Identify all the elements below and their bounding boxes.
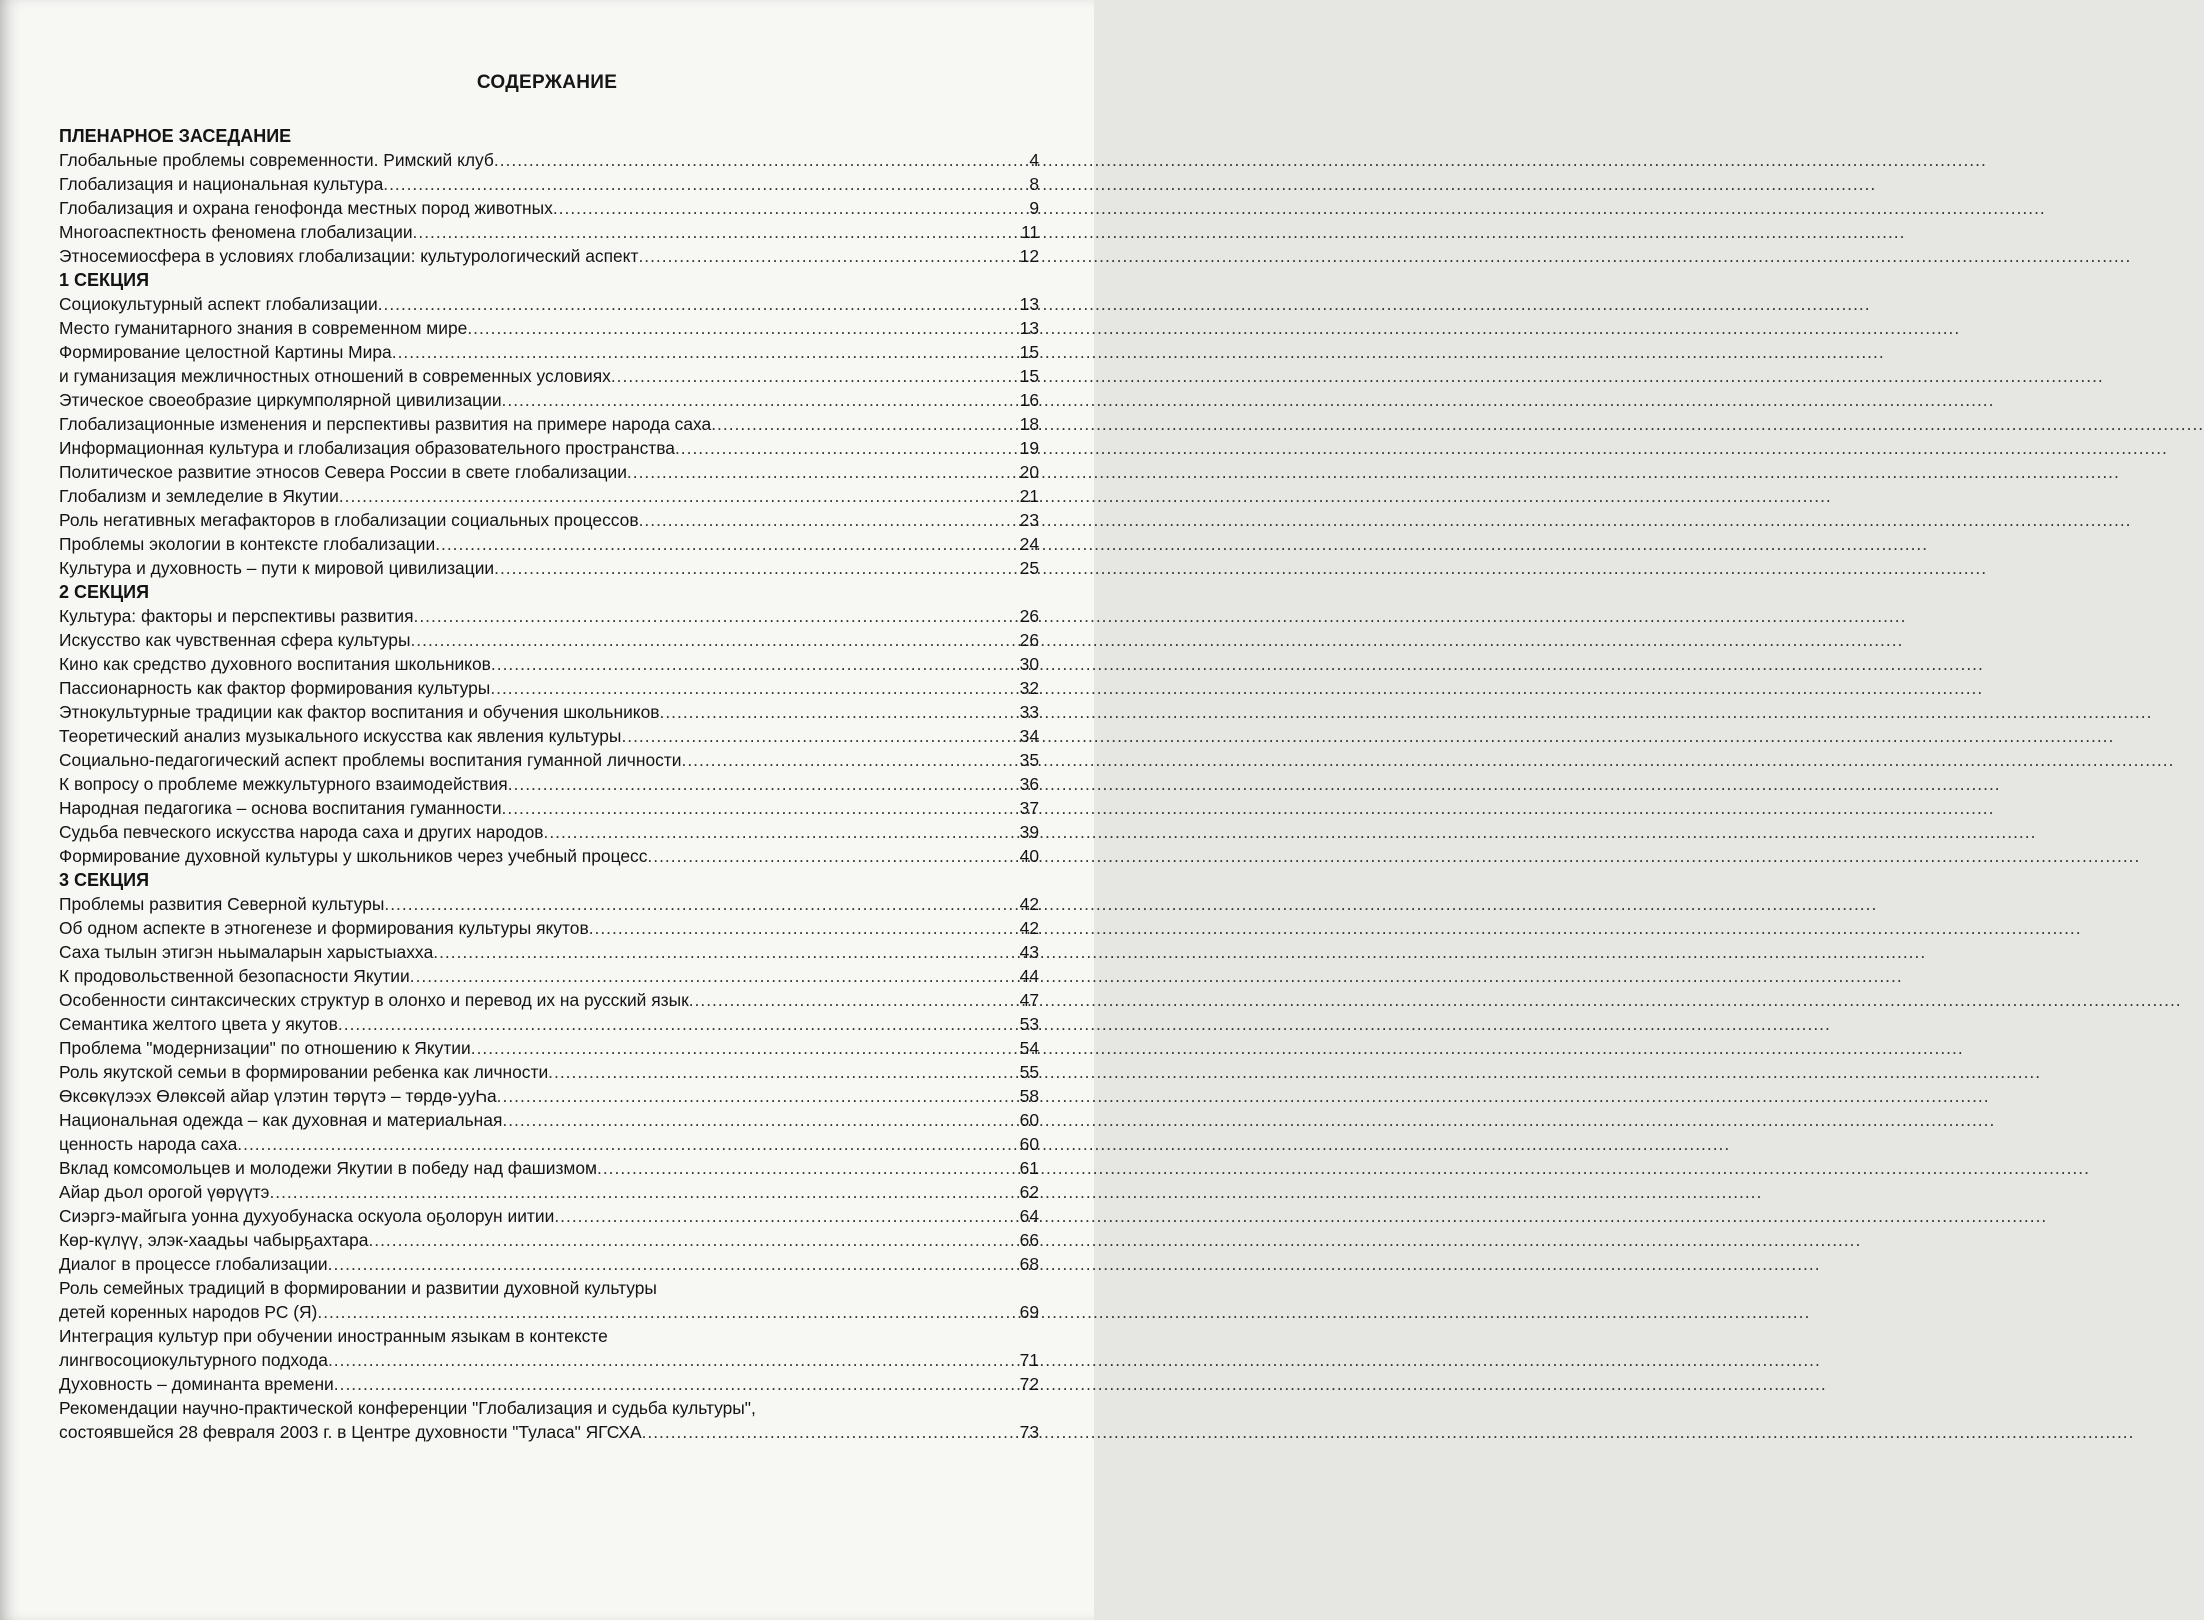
page-number: 64	[1019, 1206, 1039, 1226]
entry-title: Формирование духовной культуры у школьников через учебный процесс	[59, 846, 648, 866]
toc-entry	[59, 1156, 1039, 1180]
dot-leader	[471, 1036, 1018, 1060]
entry-title: Судьба певческого искусства народа саха и других народов	[59, 822, 544, 842]
dot-leader	[392, 340, 1018, 364]
page-number: 71	[1019, 1350, 1039, 1370]
entry-title: Народная педагогика – основа воспитания гуманности	[59, 798, 502, 818]
toc-entry	[59, 988, 1039, 1012]
page-number: 39	[1019, 822, 1039, 842]
toc-entry	[59, 364, 1039, 388]
section-heading: 1 СЕКЦИЯ	[59, 270, 150, 290]
page-number: 33	[1019, 702, 1039, 722]
entry-title-line2: состоявшейся 28 февраля 2003 г. в Центре духовности "Туласа" ЯГСХА	[59, 1422, 642, 1442]
page-number: 21	[1019, 486, 1039, 506]
page-number: 30	[1019, 654, 1039, 674]
toc-entry	[59, 628, 1039, 652]
toc-entry	[59, 436, 1039, 460]
entry-title: Айар дьол орогой үөрүүтэ	[59, 1182, 270, 1202]
page-number: 13	[1019, 294, 1039, 314]
toc-entry	[59, 844, 1039, 868]
dot-leader	[597, 1156, 1018, 1180]
dot-leader	[410, 628, 1017, 652]
dot-leader	[328, 1252, 1018, 1276]
toc-entry	[59, 652, 1039, 676]
page-number: 47	[1019, 990, 1039, 1010]
page-number: 40	[1019, 846, 1039, 866]
dot-leader	[660, 700, 1018, 724]
toc-entry	[59, 508, 1039, 532]
toc-entry	[59, 244, 1039, 268]
entry-title: Роль негативных мегафакторов в глобализации социальных процессов	[59, 510, 639, 530]
toc-entry	[59, 220, 1039, 244]
entry-title: Формирование целостной Картины Мира	[59, 342, 392, 362]
dot-leader	[642, 1420, 1018, 1444]
entry-title: Духовность – доминанта времени	[59, 1374, 334, 1394]
toc-entry	[59, 892, 1039, 916]
entry-title: Глобализм и земледелие в Якутии	[59, 486, 339, 506]
entry-title: Социально-педагогический аспект проблемы воспитания гуманной личности	[59, 750, 682, 770]
dot-leader	[621, 724, 1017, 748]
entry-title: Культура и духовность – пути к мировой цивилизации	[59, 558, 495, 578]
toc-entry	[59, 916, 1039, 940]
entry-title: Этическое своеобразие циркумполярной цивилизации	[59, 390, 502, 410]
entry-title: Об одном аспекте в этногенезе и формирования культуры якутов	[59, 918, 589, 938]
dot-leader	[317, 1300, 1017, 1324]
toc-entry-multiline	[59, 1396, 1039, 1444]
toc-entry	[59, 676, 1039, 700]
entry-title: Особенности синтаксических структур в олонхо и перевод их на русский язык	[59, 990, 689, 1010]
toc-entry	[59, 388, 1039, 412]
entry-title: Глобализация и охрана генофонда местных пород животных	[59, 198, 553, 218]
entry-title: Этнокультурные традиции как фактор воспитания и обучения школьников	[59, 702, 660, 722]
entry-title: ценность народа саха	[59, 1134, 238, 1154]
toc-entry	[59, 604, 1039, 628]
dot-leader	[383, 172, 1027, 196]
entry-title: Теоретический анализ музыкального искусства как явления культуры	[59, 726, 622, 746]
toc-entry	[59, 1108, 1039, 1132]
dot-leader	[339, 484, 1018, 508]
toc-entry	[59, 316, 1039, 340]
dot-leader	[435, 532, 1017, 556]
table-of-contents	[59, 124, 1039, 1444]
dot-leader	[554, 1204, 1017, 1228]
entry-title: Проблемы экологии в контексте глобализации	[59, 534, 436, 554]
dot-leader	[413, 220, 1019, 244]
entry-title: и гуманизация межличностных отношений в современных условиях	[59, 366, 611, 386]
dot-leader	[611, 364, 1018, 388]
page-number: 35	[1019, 750, 1039, 770]
entry-title: Многоаспектность феномена глобализации	[59, 222, 413, 242]
dot-leader	[494, 556, 1018, 580]
page-number: 16	[1019, 390, 1039, 410]
dot-leader	[494, 148, 1027, 172]
dot-leader	[433, 940, 1017, 964]
entry-title: Диалог в процессе глобализации	[59, 1254, 328, 1274]
entry-title: Сиэргэ-майгыга уонна духуобунаска оскуола оҕолорун иитии	[59, 1206, 555, 1226]
entry-title: Национальная одежда – как духовная и материальная	[59, 1110, 503, 1130]
toc-entry	[59, 292, 1039, 316]
page-number: 24	[1019, 534, 1039, 554]
dot-leader	[237, 1132, 1017, 1156]
page-number: 34	[1019, 726, 1039, 746]
page-number: 61	[1019, 1158, 1039, 1178]
page-number: 26	[1019, 606, 1039, 626]
page-number: 11	[1020, 222, 1039, 242]
dot-leader	[689, 988, 1018, 1012]
page-number: 42	[1019, 918, 1039, 938]
page-number: 37	[1019, 798, 1039, 818]
dot-leader	[675, 436, 1018, 460]
entry-title: Информационная культура и глобализация образовательного пространства	[59, 438, 675, 458]
dot-leader	[627, 460, 1018, 484]
document-page	[0, 0, 1094, 1620]
toc-entry	[59, 556, 1039, 580]
toc-entry	[59, 796, 1039, 820]
dot-leader	[338, 1012, 1018, 1036]
toc-entry	[59, 1036, 1039, 1060]
dot-leader	[508, 772, 1018, 796]
entry-title: Культура: факторы и перспективы развития	[59, 606, 414, 626]
dot-leader	[410, 964, 1018, 988]
toc-entry	[59, 748, 1039, 772]
page-number: 25	[1019, 558, 1039, 578]
page-number: 19	[1019, 438, 1039, 458]
entry-title-line1: Рекомендации научно-практической конференции "Глобализация и судьба культуры",	[59, 1398, 756, 1418]
toc-entry	[59, 1012, 1039, 1036]
entry-title-line1: Интеграция культур при обучении иностранным языкам в контексте	[59, 1326, 608, 1346]
dot-leader	[543, 820, 1017, 844]
dot-leader	[328, 1348, 1018, 1372]
toc-entry	[59, 772, 1039, 796]
entry-title: Этносемиосфера в условиях глобализации: культурологический аспект	[59, 246, 639, 266]
toc-entry	[59, 820, 1039, 844]
toc-entry	[59, 700, 1039, 724]
page-number: 36	[1019, 774, 1039, 794]
page-number: 53	[1019, 1014, 1039, 1034]
entry-title-line2: лингвосоциокультурного подхода	[59, 1350, 328, 1370]
page-number: 54	[1019, 1038, 1039, 1058]
entry-title: Кино как средство духовного воспитания школьников	[59, 654, 491, 674]
dot-leader	[378, 292, 1018, 316]
page-number: 23	[1019, 510, 1039, 530]
entry-title: Глобальные проблемы современности. Римский клуб	[59, 150, 494, 170]
toc-entry	[59, 412, 1039, 436]
section-heading: 3 СЕКЦИЯ	[59, 870, 150, 890]
toc-entry	[59, 724, 1039, 748]
page-number: 62	[1019, 1182, 1039, 1202]
toc-entry-multiline	[59, 1324, 1039, 1372]
entry-title: Социокультурный аспект глобализации	[59, 294, 378, 314]
page-number: 68	[1019, 1254, 1039, 1274]
page-number: 4	[1029, 150, 1039, 170]
page-number: 73	[1019, 1422, 1039, 1442]
page-number: 20	[1019, 462, 1039, 482]
dot-leader	[368, 1228, 1017, 1252]
toc-entry	[59, 484, 1039, 508]
dot-leader	[467, 316, 1017, 340]
entry-title: К вопросу о проблеме межкультурного взаимодействия	[59, 774, 508, 794]
entry-title: Саха тылын этигэн ньымаларын харыстыаххa	[59, 942, 434, 962]
entry-title: Проблема "модернизации" по отношению к Якутии	[59, 1038, 471, 1058]
page-number: 60	[1019, 1110, 1039, 1130]
toc-entry	[59, 1204, 1039, 1228]
page-number: 72	[1019, 1374, 1039, 1394]
toc-entry	[59, 196, 1039, 220]
page-number: 32	[1019, 678, 1039, 698]
dot-leader	[553, 196, 1028, 220]
toc-entry	[59, 460, 1039, 484]
page-number: 69	[1019, 1302, 1039, 1322]
dot-leader	[384, 892, 1017, 916]
toc-entry	[59, 1132, 1039, 1156]
page-number: 58	[1019, 1086, 1039, 1106]
entry-title: Проблемы развития Северной культуры	[59, 894, 385, 914]
dot-leader	[589, 916, 1018, 940]
entry-title: Глобализационные изменения и перспективы развития на примере народа саха	[59, 414, 712, 434]
page-number: 15	[1019, 366, 1039, 386]
section-heading: 2 СЕКЦИЯ	[59, 582, 150, 602]
toc-entry	[59, 1252, 1039, 1276]
entry-title-line1: Роль семейных традиций в формировании и развитии духовной культуры	[59, 1278, 657, 1298]
page-number: 13	[1019, 318, 1039, 338]
entry-title: Пассионарность как фактор формирования культуры	[59, 678, 491, 698]
dot-leader	[497, 1084, 1018, 1108]
page-title: СОДЕРЖАНИЕ	[476, 72, 618, 93]
entry-title: Глобализация и национальная культура	[59, 174, 384, 194]
dot-leader	[490, 676, 1017, 700]
dot-leader	[414, 604, 1018, 628]
page-number: 66	[1019, 1230, 1039, 1250]
entry-title: Өксөкүлээх Өлөксөй айар үлэтин төрүтэ – төрдө-ууҺа	[59, 1086, 497, 1106]
page-number: 42	[1019, 894, 1039, 914]
section-heading: ПЛЕНАРНОЕ ЗАСЕДАНИЕ	[59, 126, 292, 146]
toc-entry	[59, 1372, 1039, 1396]
dot-leader	[682, 748, 1018, 772]
toc-entry-multiline	[59, 1276, 1039, 1324]
dot-leader	[491, 652, 1018, 676]
dot-leader	[334, 1372, 1018, 1396]
toc-entry	[59, 940, 1039, 964]
page-number: 60	[1019, 1134, 1039, 1154]
page-number: 55	[1019, 1062, 1039, 1082]
dot-leader	[502, 1108, 1017, 1132]
entry-title: Политическое развитие этносов Севера России в свете глобализации	[59, 462, 627, 482]
dot-leader	[502, 388, 1018, 412]
entry-title: Место гуманитарного знания в современном мире	[59, 318, 468, 338]
toc-entry	[59, 172, 1039, 196]
toc-entry	[59, 148, 1039, 172]
entry-title: Көр-күлүү, элэк-хаадьы чабырҕахтара	[59, 1230, 369, 1250]
page-number: 26	[1019, 630, 1039, 650]
dot-leader	[638, 244, 1017, 268]
entry-title: К продовольственной безопасности Якутии	[59, 966, 410, 986]
entry-title: Вклад комсомольцев и молодежи Якутии в победу над фашизмом	[59, 1158, 598, 1178]
entry-title: Искусство как чувственная сфера культуры	[59, 630, 411, 650]
page-number: 9	[1029, 198, 1039, 218]
entry-title-line2: детей коренных народов РС (Я)	[59, 1302, 318, 1322]
page-number: 12	[1019, 246, 1039, 266]
toc-entry	[59, 532, 1039, 556]
entry-title: Роль якутской семьи в формировании ребенка как личности	[59, 1062, 549, 1082]
toc-entry	[59, 1084, 1039, 1108]
dot-leader	[711, 412, 1017, 436]
dot-leader	[269, 1180, 1017, 1204]
toc-entry	[59, 340, 1039, 364]
dot-leader	[548, 1060, 1017, 1084]
toc-entry	[59, 1180, 1039, 1204]
page-number: 18	[1019, 414, 1039, 434]
toc-entry	[59, 1228, 1039, 1252]
toc-entry	[59, 964, 1039, 988]
page-number: 8	[1029, 174, 1039, 194]
dot-leader	[502, 796, 1018, 820]
page-number: 15	[1019, 342, 1039, 362]
page-number: 43	[1019, 942, 1039, 962]
page-number: 44	[1019, 966, 1039, 986]
toc-entry	[59, 1060, 1039, 1084]
entry-title: Семантика желтого цвета у якутов	[59, 1014, 338, 1034]
dot-leader	[639, 508, 1018, 532]
dot-leader	[647, 844, 1017, 868]
